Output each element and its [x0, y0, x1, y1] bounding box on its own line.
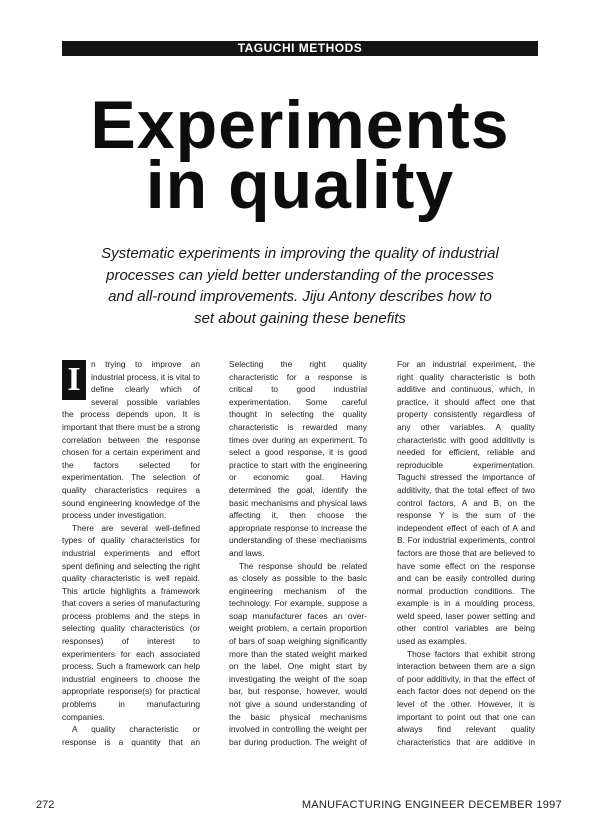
section-label: TAGUCHI METHODS [237, 41, 363, 55]
body-column-2 [229, 358, 367, 748]
publication-footer: MANUFACTURING ENGINEER DECEMBER 1997 [301, 799, 562, 811]
body-column-1 [62, 358, 200, 748]
paragraph: Those factors that exhibit strong interaction between them are a sign of poor additivity, in that the effect of each factor does not depend on the level of the other. However, it is important to point out that one can always find relevant quality characteristics that are additive in [397, 648, 535, 747]
drop-cap: I [62, 360, 86, 400]
section-header-bar [62, 41, 538, 56]
page-number: 272 [36, 799, 55, 811]
paragraph: A quality characteristic or response is a quantity that an [62, 724, 200, 747]
paragraph: The response should be related as closely as possible to the basic engineering mechanism of the technology. For example, suppose a soap manufacturer faces an over-weight problem, a certain proportion of bars of soap weighing significantly more than the stated weight marked on the label. One might start by investigating the weight of the soap bar, but response, however, would not give a sound understanding of the basic physical mechanisms involved in controlling the weight per bar during production. The weight of [229, 560, 367, 747]
standfirst: Systematic experiments in improving the quality of industrial processes can yield better understanding of the processes and all-round improvements. Jiju Antony describes how to set about gaining these benefits [101, 245, 499, 327]
paragraph: For an industrial experiment, the right quality characteristic is both additive and continuous, which, in practice, it should affect one that property consistently regardless of any other variables. A quality characteristic with good additivity is needed for efficient, reliable and reproducible experimentation. Taguchi stressed the importance of additivity, that the total effect of two control factors, A and B, on the response Y is the sum of the independent effect of each of A and B. For industrial experiments, control factors are those that are believed to have some effect on the response and can be easily controlled during normal production conditions. The example is in a moulding process, weld speed, laser power setting and other control variables are being used as examples. [397, 359, 535, 647]
body-column-3 [397, 358, 535, 748]
paragraph: There are several well-defined types of quality characteristics for industrial experiments and effort spent defining and selecting the right quality characteristic is well repaid. This article highlights a framework that covers a series of manufacturing process problems and the steps in selecting quality characteristics (or responses) of interest to experimenters for each associated process. Such a framework can help industrial engineers to choose the appropriate response(s) for practical problems in manufacturing companies. [62, 522, 200, 722]
paragraph: n trying to improve an industrial process, it is vital to define clearly which of several possible variables the process depends upon. It is important that there must be a strong correlation between the response chosen for a certain experiment and the factors selected for experimentation. The selection of quality characteristics requires a sound engineering knowledge of the process under investigation. [62, 359, 200, 521]
article-title-line-2: in quality [145, 147, 455, 223]
article-title-line-1: Experiments [90, 87, 510, 163]
paragraph: Selecting the right quality characteristic for a response is critical to good industrial experimentation. Some careful thought in selecting the quality characteristic is rewarded many times over during an experiment. To select a good response, it is good practice to start with the engineering or economic goal. Having determined the goal, identify the basic mechanisms and physical laws affecting it, then choose the appropriate response to increase the understanding of these mechanisms and laws. [229, 359, 367, 558]
